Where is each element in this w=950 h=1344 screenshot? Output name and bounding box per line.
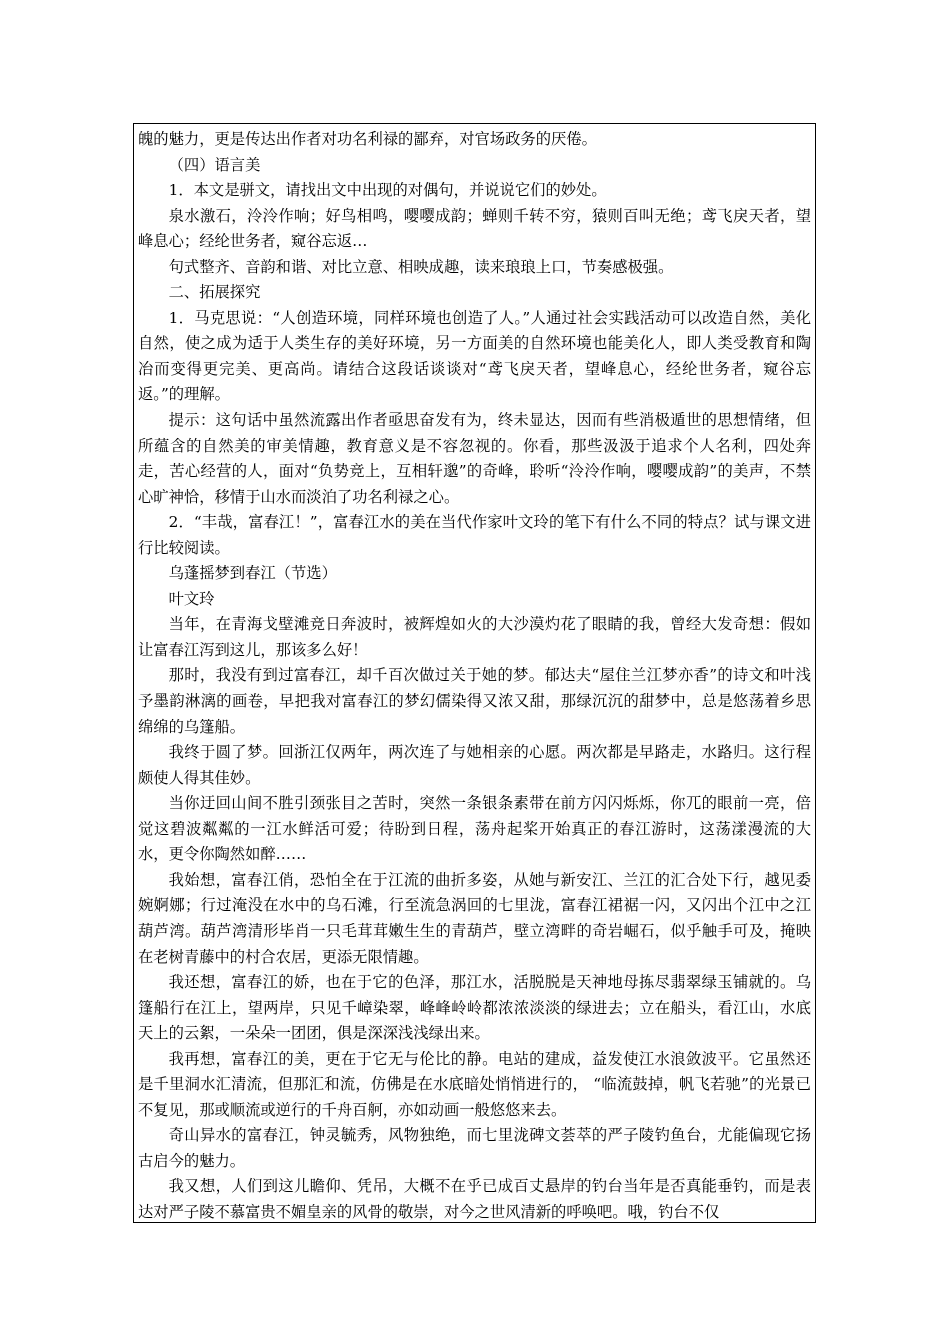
answer-paragraph: 句式整齐、音韵和谐、对比立意、相映成趣，读来琅琅上口，节奏感极强。 (168, 257, 674, 276)
excerpt-paragraph: 我再想，富春江的美，更在于它无与伦比的静。电站的建成，益发使江水浪敛波平。它虽然还是千里洞水汇清流，但那汇和流，仿佛是在水底暗处悄悄进行的， “临流鼓掉，帆飞若驰”的光景已不复见，那或顺流或逆行的千舟百舸，亦如动画一般悠悠来去。 (138, 1049, 811, 1119)
excerpt-paragraph: 我又想，人们到这儿瞻仰、凭吊，大概不在乎已成百丈悬岸的钓台当年是否真能垂钓，而是表达对严子陵不慕富贵不媚皇亲的风骨的敬崇，对今之世风清新的呼唤吧。哦，钓台不仅 (138, 1177, 811, 1221)
question-paragraph: 2．“丰哉，富春江！”，富春江水的美在当代作家叶文玲的笔下有什么不同的特点？试与课文进行比较阅读。 (138, 513, 811, 557)
excerpt-paragraph: 当你迂回山间不胜引颈张目之苦时，突然一条银条素带在前方闪闪烁烁，你兀的眼前一亮，倍觉这碧波粼粼的一江水鲜活可爱；待盼到日程，荡舟起桨开始真正的春江游时，这荡漾漫流的大水，更令你陶然如醉…… (138, 794, 811, 864)
paragraph-continuation: 魄的魅力，更是传达出作者对功名利禄的鄙弃，对官场政务的厌倦。 (138, 130, 597, 148)
question-paragraph: 1．本文是骈文，请找出文中出现的对偶句，并说说它们的妙处。 (168, 181, 607, 200)
excerpt-paragraph: 那时，我没有到过富春江，却千百次做过关于她的梦。郁达夫“屋住兰江梦亦香”的诗文和叶浅予墨韵淋漓的画卷，早把我对富春江的梦幻儒染得又浓又甜，那绿沉沉的甜梦中，总是悠荡着乡思绵绵的乌篷船。 (138, 666, 811, 736)
page-frame (133, 123, 816, 1223)
answer-paragraph: 泉水激石，泠泠作响；好鸟相鸣，嘤嘤成韵；蝉则千转不穷，猿则百叫无绝；鸢飞戾天者，望峰息心；经纶世务者，窥谷忘返… (138, 206, 811, 251)
excerpt-paragraph: 我始想，富春江俏，恐怕全在于江流的曲折多姿，从她与新安江、兰江的汇合处下行，越见委婉婀娜；行过淹没在水中的乌石滩，行至流急涡回的七里泷，富春江裙裾一闪，又闪出个江中之江葫芦湾。葫芦湾清形毕肖一只毛茸茸嫩生生的青葫芦，壁立湾畔的奇岩崛石，似乎触手可及，掩映在老树青藤中的村合农居，更添无限情趣。 (138, 870, 811, 966)
excerpt-paragraph: 我终于圆了梦。回浙江仅两年，两次连了与她相亲的心愿。两次都是早路走，水路归。这行程颇使人得其佳妙。 (138, 743, 811, 787)
excerpt-author: 叶文玲 (168, 589, 215, 608)
section-heading-language: （四）语言美 (168, 155, 261, 174)
excerpt-paragraph: 当年，在青海戈壁滩竞日奔波时，被辉煌如火的大沙漠灼花了眼睛的我，曾经大发奇想：假如让富春江泻到这儿，那该多么好！ (138, 615, 811, 659)
excerpt-paragraph: 我还想，富春江的娇，也在于它的色泽，那江水，活脱脱是天神地母拣尽翡翠绿玉铺就的。乌篷船行在江上，望两岸，只见千嶂染翠，峰峰岭岭都浓浓淡淡的绿进去；立在船头，看江山，水底天上的云絮，一朵朵一团团，俱是深深浅浅绿出来。 (138, 973, 811, 1043)
excerpt-title: 乌蓬摇梦到春江（节选） (168, 564, 337, 583)
question-paragraph: 1．马克思说：“人创造环境，同样环境也创造了人。”人通过社会实践活动可以改造自然，美化自然，使之成为适于人类生存的美好环境，另一方面美的自然环境也能美化人，即人类受教育和陶冶而变得更完美、更高尚。请结合这段话谈谈对“鸢飞戾天者，望峰息心，经纶世务者，窥谷忘返。”的理解。 (138, 308, 811, 404)
excerpt-paragraph: 奇山异水的富春江，钟灵毓秀，风物独绝，而七里泷碑文荟萃的严子陵钓鱼台，尤能偏现它扬古启今的魅力。 (138, 1126, 811, 1170)
hint-paragraph: 提示：这句话中虽然流露出作者亟思奋发有为，终未显达，因而有些消极遁世的思想情绪，但所蕴含的自然美的审美情趣，教育意义是不容忽视的。你看，那些汲汲于追求个人名利，四处奔走，苦心经营的人，面对“负势竞上，互相轩邈”的奇峰，聆听“泠泠作响，嘤嘤成韵”的美声，不禁心旷神恰，移情于山水而淡泊了功名利禄之心。 (138, 411, 811, 506)
section-heading-explore: 二、拓展探究 (168, 283, 261, 302)
